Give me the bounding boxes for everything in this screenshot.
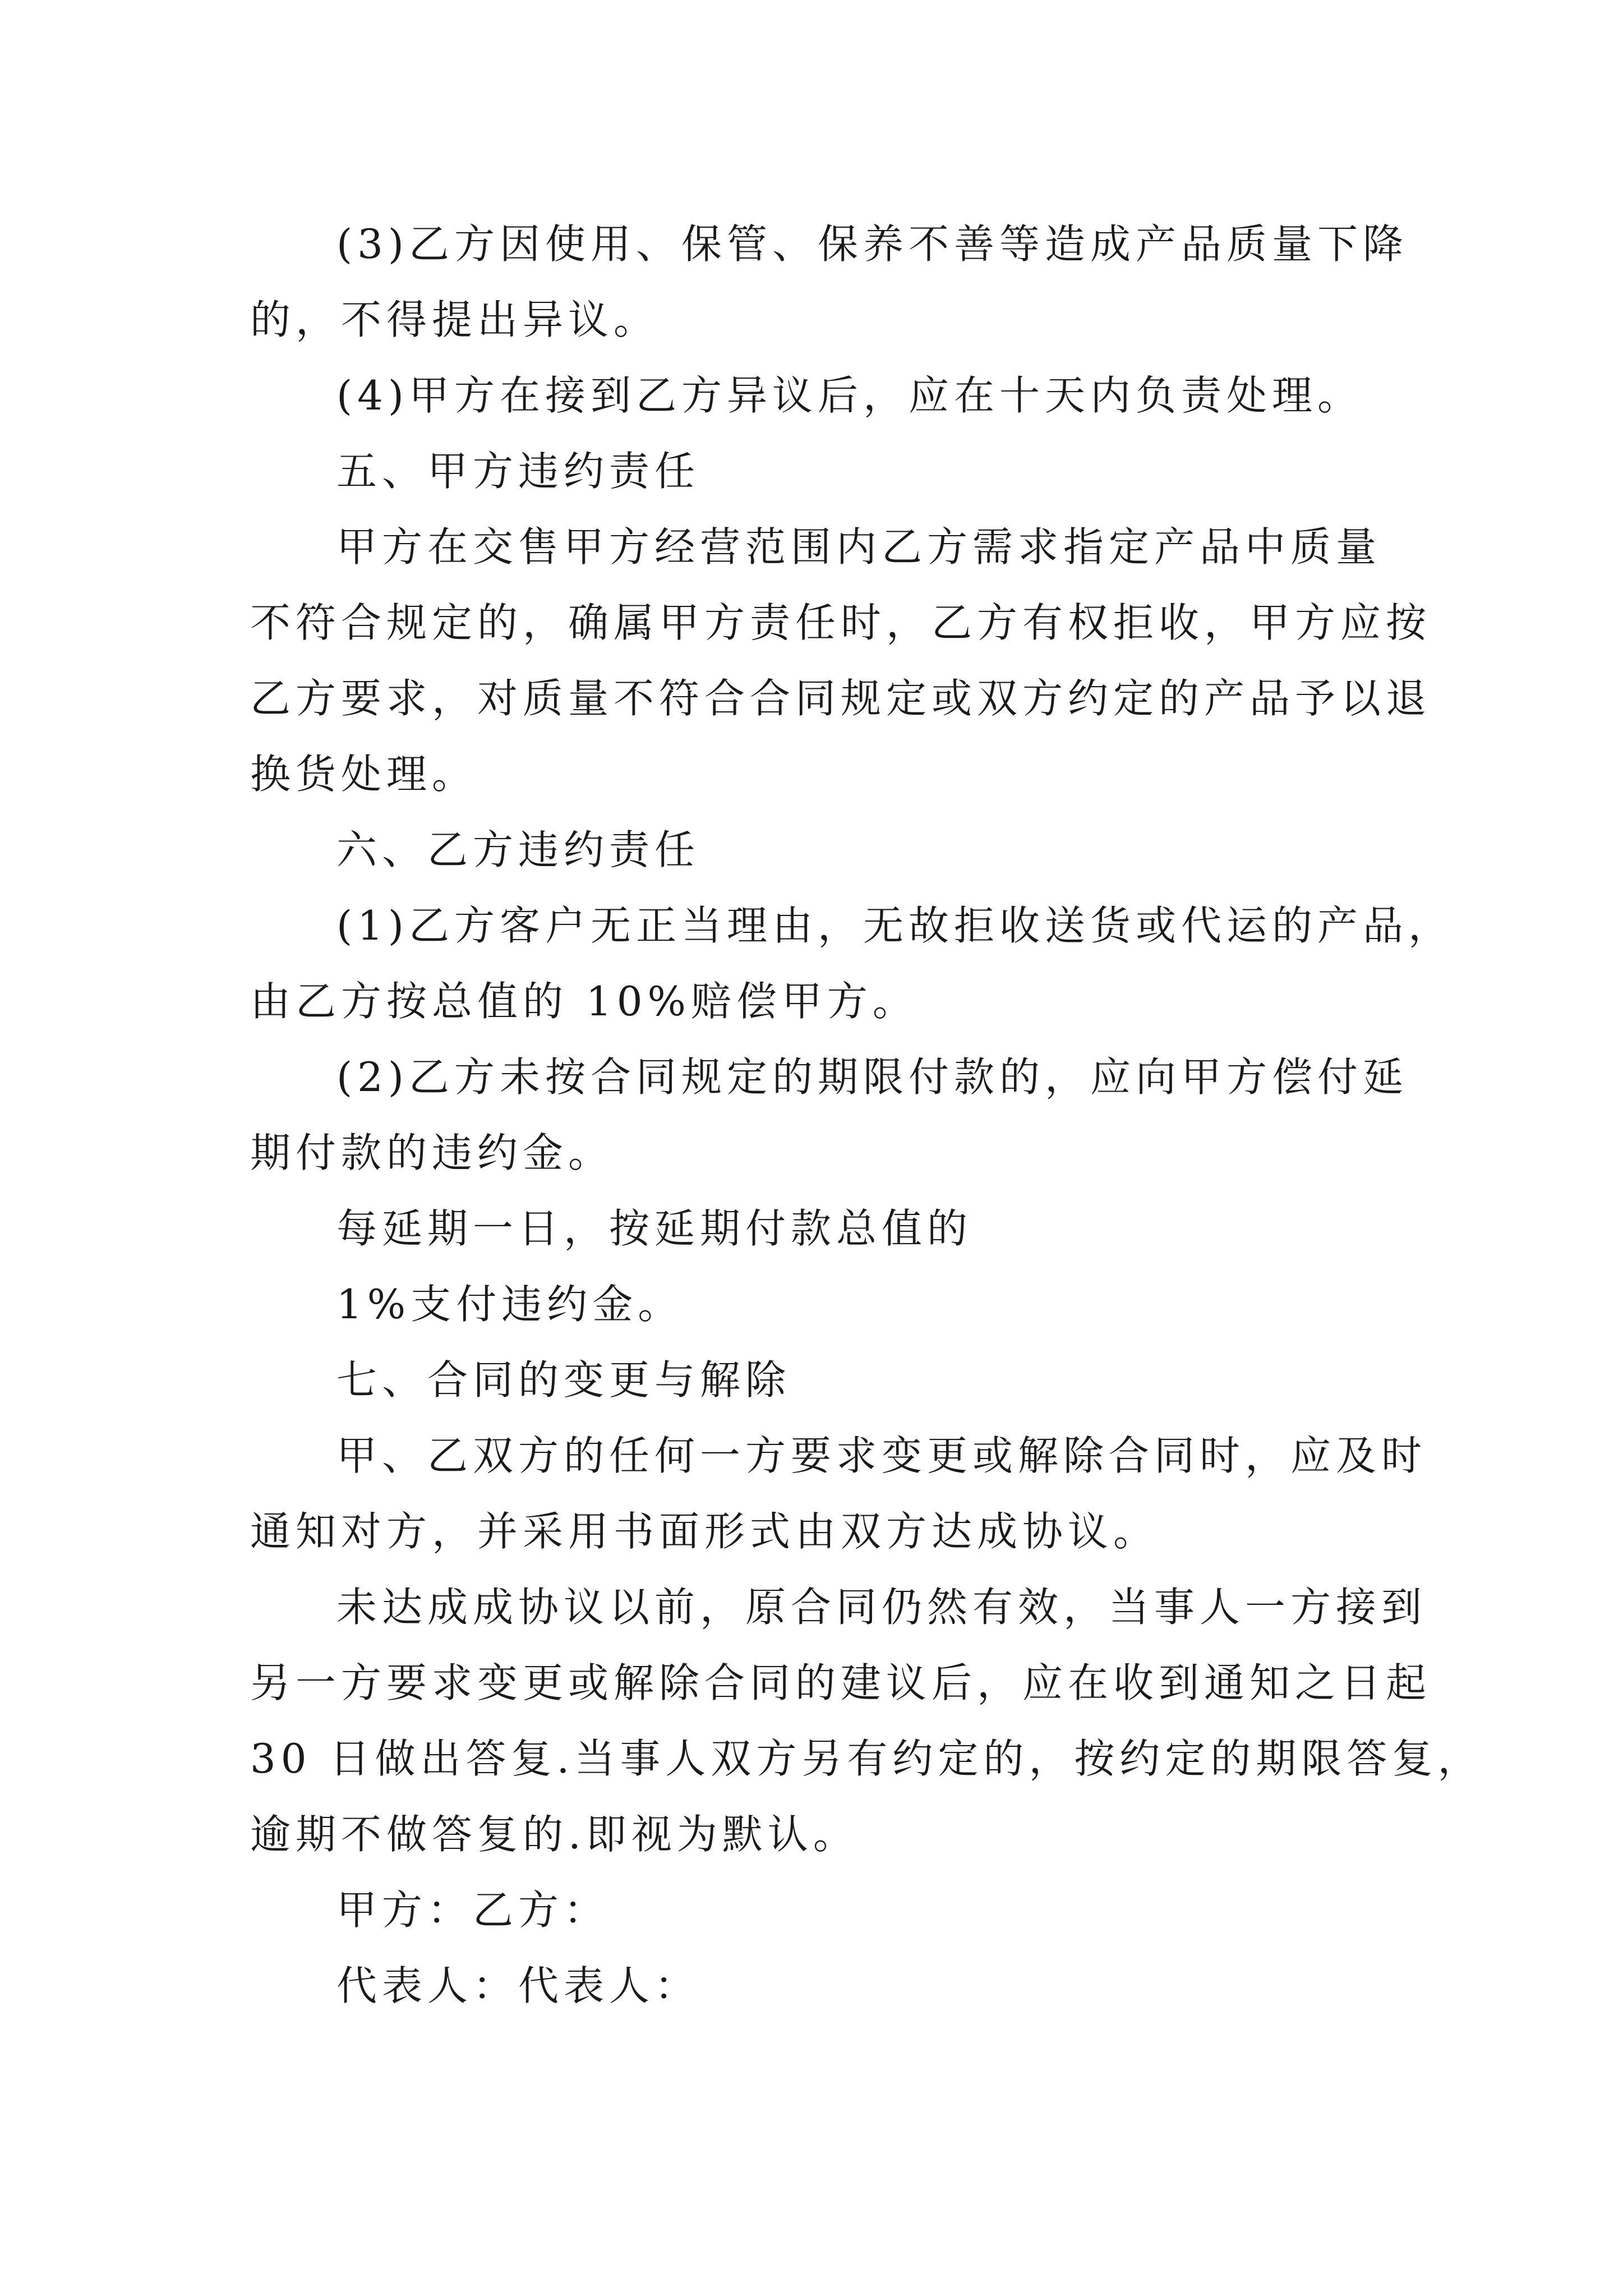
- text-line: 未达成成协议以前，原合同仍然有效，当事人一方接到: [336, 1584, 1427, 1631]
- section-heading: 七、合同的变更与解除: [336, 1356, 791, 1404]
- text-line: 逾期不做答复的.即视为默认。: [250, 1811, 859, 1858]
- text-line: 不符合规定的，确属甲方责任时，乙方有权拒收，甲方应按: [250, 599, 1432, 646]
- text-line: (4)甲方在接到乙方异议后，应在十天内负责处理。: [336, 372, 1363, 419]
- text-line: 期付款的违约金。: [250, 1129, 614, 1176]
- text-line: 由乙方按总值的 10%赔偿甲方。: [250, 978, 918, 1025]
- text-line: 甲方在交售甲方经营范围内乙方需求指定产品中质量: [336, 523, 1382, 570]
- text-line: 1%支付违约金。: [336, 1281, 684, 1328]
- section-heading: 五、甲方违约责任: [336, 448, 700, 495]
- text-line: (1)乙方客户无正当理由，无故拒收送货或代运的产品，: [336, 902, 1454, 949]
- section-heading: 六、乙方违约责任: [336, 826, 700, 873]
- text-line: 乙方要求，对质量不符合合同规定或双方约定的产品予以退: [250, 675, 1432, 722]
- signature-party-line: 甲方：乙方：: [336, 1887, 610, 1934]
- signature-representative-line: 代表人：代表人：: [336, 1962, 700, 2009]
- text-line: 每延期一日，按延期付款总值的: [336, 1205, 973, 1252]
- text-line: 通知对方，并采用书面形式由双方达成协议。: [250, 1508, 1159, 1555]
- text-line: 的，不得提出异议。: [250, 296, 660, 343]
- text-line: (3)乙方因使用、保管、保养不善等造成产品质量下降: [336, 220, 1408, 268]
- text-line: (2)乙方未按合同规定的期限付款的，应向甲方偿付延: [336, 1053, 1408, 1101]
- text-line: 30 日做出答复.当事人双方另有约定的，按约定的期限答复，: [250, 1735, 1483, 1782]
- text-line: 甲、乙双方的任何一方要求变更或解除合同时，应及时: [336, 1432, 1427, 1479]
- text-line: 换货处理。: [250, 751, 478, 798]
- text-line: 另一方要求变更或解除合同的建议后，应在收到通知之日起: [250, 1659, 1432, 1706]
